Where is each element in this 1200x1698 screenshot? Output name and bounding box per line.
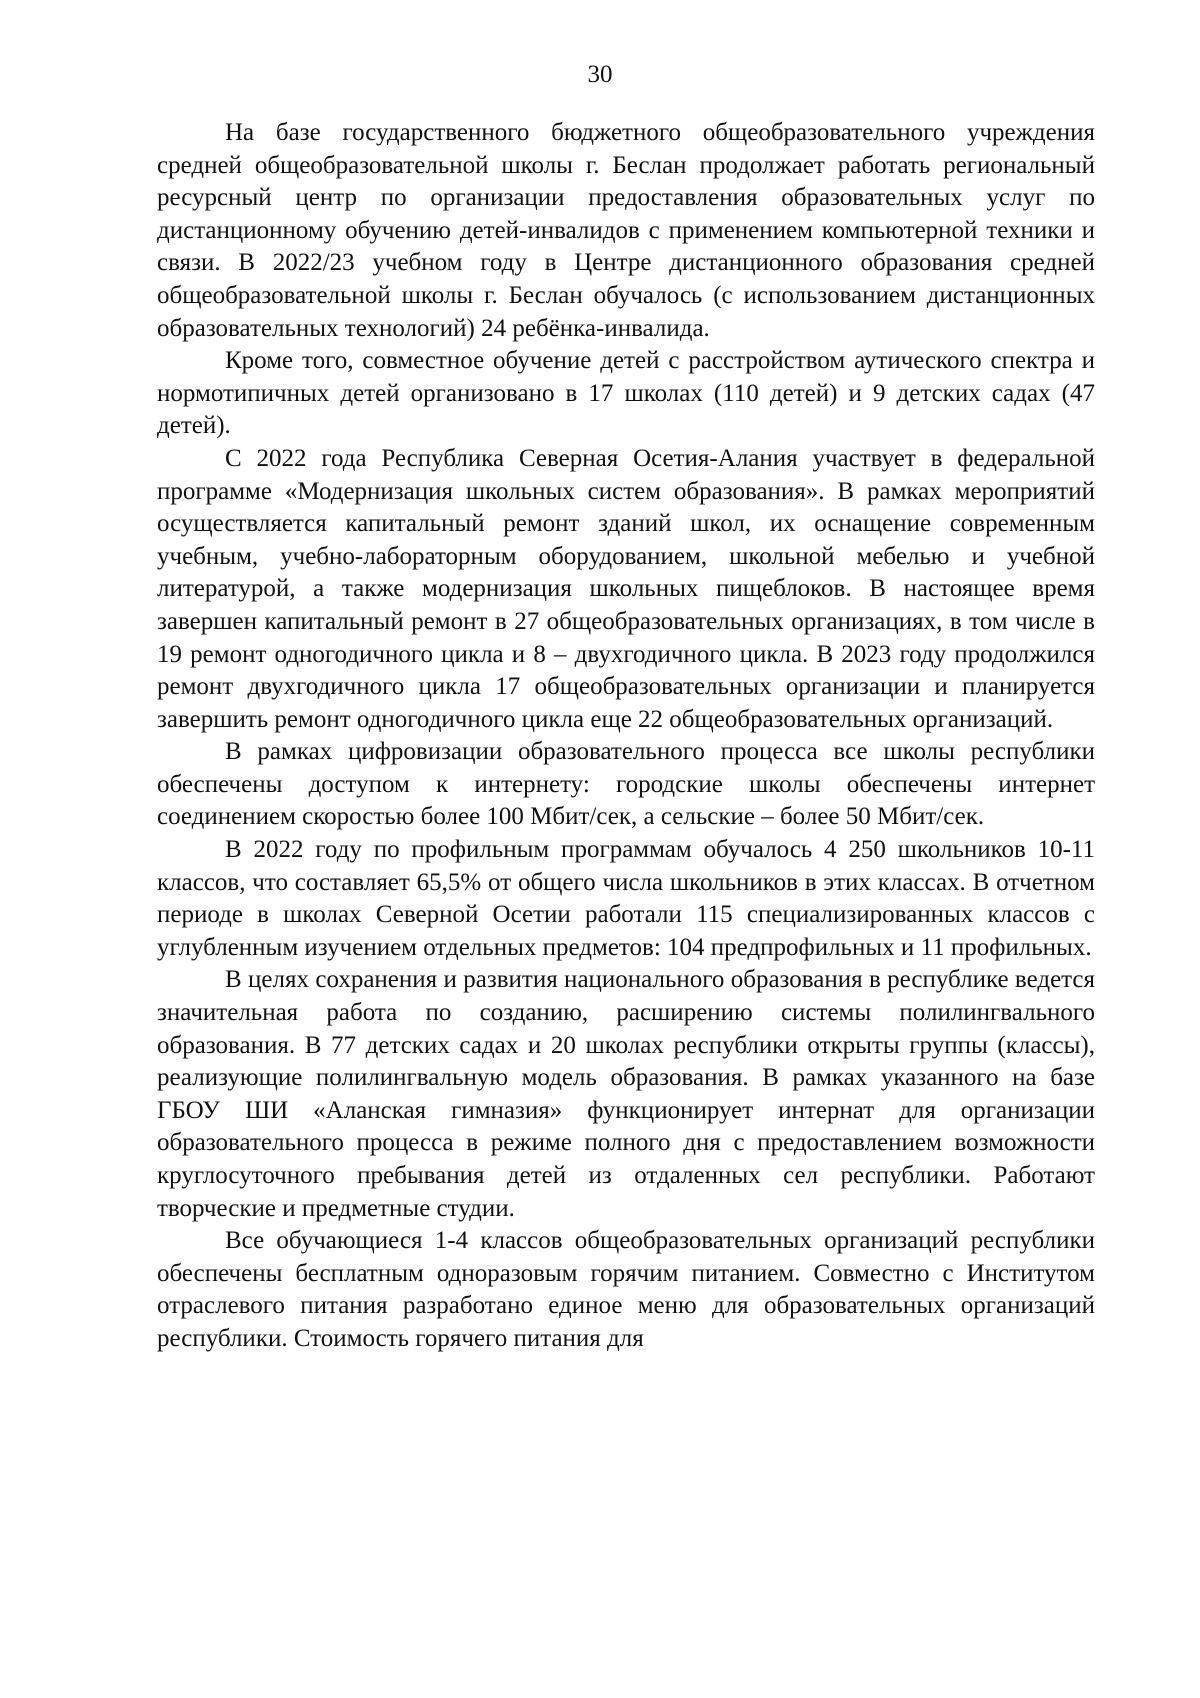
paragraph-inclusive-education: Кроме того, совместное обучение детей с расстройством аутического спектра и нормотипичных детей организовано в 17 школах (110 детей) и 9 детских садах (47 детей).	[157, 347, 1095, 440]
document-body	[157, 117, 1095, 1356]
paragraph-national-education: В целях сохранения и развития национального образования в республике ведется значительная работа по созданию, расширению системы полилингвального образования. В 77 детских садах и 20 школах республики открыты группы (классы), реализующие полилингвальную модель образования. В рамках указанного на базе ГБОУ ШИ «Аланская гимназия» функционирует интернат для организации образовательного процесса в режиме полного дня с предоставлением возможности круглосуточного пребывания детей из отдаленных сел республики. Работают творческие и предметные студии.	[157, 966, 1095, 1222]
paragraph-school-meals: Все обучающиеся 1-4 классов общеобразовательных организаций республики обеспечены бесплатным одноразовым горячим питанием. Совместно с Институтом отраслевого питания разработано единое меню для образовательных организаций республики. Стоимость горячего питания для	[157, 1227, 1095, 1352]
paragraph-distance-education: На базе государственного бюджетного общеобразовательного учреждения средней общеобразовательной школы г. Беслан продолжает работать региональный ресурсный центр по организации предоставления образовательных услуг по дистанционному обучению детей-инвалидов с применением компьютерной техники и связи. В 2022/23 учебном году в Центре дистанционного образования средней общеобразовательной школы г. Беслан обучалось (с использованием дистанционных образовательных технологий) 24 ребёнка-инвалида.	[157, 119, 1095, 342]
paragraph-digitalization: В рамках цифровизации образовательного процесса все школы республики обеспечены доступом к интернету: городские школы обеспечены интернет соединением скоростью более 100 Мбит/сек, а сельские – более 50 Мбит/сек.	[157, 738, 1095, 831]
page-number: 30	[587, 61, 613, 88]
paragraph-profile-programs: В 2022 году по профильным программам обучалось 4 250 школьников 10-11 классов, что составляет 65,5% от общего числа школьников в этих классах. В отчетном периоде в школах Северной Осетии работали 115 специализированных классов с углубленным изучением отдельных предметов: 104 предпрофильных и 11 профильных.	[157, 836, 1095, 961]
paragraph-school-modernization: С 2022 года Республика Северная Осетия-Алания участвует в федеральной программе «Модернизация школьных систем образования». В рамках мероприятий осуществляется капитальный ремонт зданий школ, их оснащение современным учебным, учебно-лабораторным оборудованием, школьной мебелью и учебной литературой, а также модернизация школьных пищеблоков. В настоящее время завершен капитальный ремонт в 27 общеобразовательных организациях, в том числе в 19 ремонт одногодичного цикла и 8 – двухгодичного цикла. В 2023 году продолжился ремонт двухгодичного цикла 17 общеобразовательных организации и планируется завершить ремонт одногодичного цикла еще 22 общеобразовательных организаций.	[157, 444, 1095, 733]
